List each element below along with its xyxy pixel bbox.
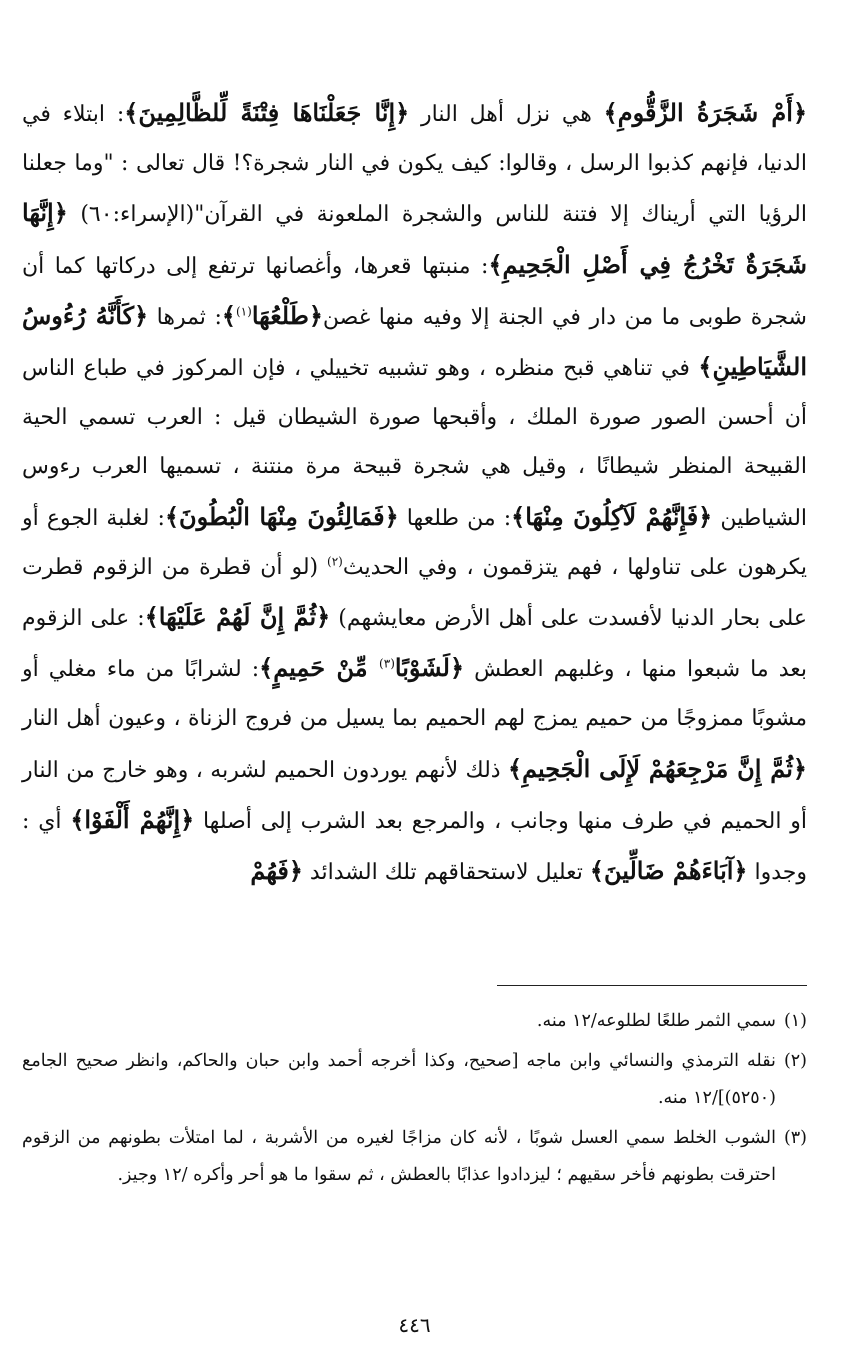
- commentary-text: هي نزل أهل النار: [409, 102, 604, 127]
- footnote-text: سمي الثمر طلعًا لطلوعه/١٢ منه.: [536, 1011, 776, 1031]
- footnote-number: (١): [783, 1011, 807, 1031]
- quran-verse: ﴿كَأَنَّهُ رُءُوسُ الشَّيَاطِينِ﴾: [22, 300, 807, 382]
- main-text: [22, 88, 807, 897]
- commentary-text: : ابتلاء في الدنيا، فإنهم كذبوا الرسل ، وقالوا: كيف يكون في النار شجرة؟! قال تعالى : "وما جعلنا الرؤيا التي أريناك إلا فتنة للناس والشجرة الملعونة في القرآن"(الإسراء:٦٠): [22, 102, 807, 228]
- quran-verse: ﴿إِنَّا جَعَلْنَاهَا فِتْنَةً لِّلظَّالِمِينَ﴾: [124, 98, 410, 127]
- footnote: [22, 1120, 807, 1194]
- quran-verse: ﴿أَمْ شَجَرَةُ الزَّقُّومِ﴾: [603, 98, 808, 127]
- commentary-text: في تناهي قبح منظره ، وهو تشبيه تخييلي ، فإن المركوز في طباع الناس أن أحسن الصور صورة الملك ، وأقبحها صورة الشيطان قيل : العرب تسمي الحية القبيحة المنظر شيطانًا ، وقيل هي شجرة قبيحة مرة منتنة ، تسميها العرب رءوس الشياطين: [22, 356, 808, 531]
- footnote-reference: (٣): [379, 656, 395, 671]
- footnote: [22, 1003, 807, 1040]
- quran-verse: ﴿ثُمَّ إِنَّ مَرْجِعَهُمْ لَإِلَى الْجَحِيمِ﴾: [508, 753, 807, 783]
- page-number: ٤٤٦: [398, 1313, 431, 1337]
- footnote-number: (٣): [783, 1128, 807, 1148]
- quran-verse: ﴿آبَاءَهُمْ ضَالِّينَ﴾: [589, 856, 748, 886]
- quran-verse: ﴿إِنَّهُمْ أَلْفَوْا﴾: [70, 804, 195, 834]
- footnote-text: نقله الترمذي والنسائي وابن ماجه [صحيح، وكذا أخرجه أحمد وابن حبان والحاكم، وانظر صحيح الجامع (٥٢٥٠)]/١٢ منه.: [22, 1051, 776, 1108]
- footnote: [22, 1043, 807, 1117]
- quran-verse: ﴿فَهُمْ: [250, 856, 303, 886]
- quran-verse: ﴾: [221, 300, 236, 330]
- footnote-text: الشوب الخلط سمي العسل شوبًا ، لأنه كان مزاجًا لغيره من الأشربة ، لما امتلأت بطونهم من الزقوم احترقت بطونهم فأخر سقيهم ؛ ليزدادوا عذابًا بالعطش ، ثم سقوا ما هو أحر وأكره /١٢ وجيز.: [22, 1128, 776, 1185]
- commentary-text: (لو أن قطرة من الزقوم قطرت على بحار الدنيا لأفسدت على أهل الأرض معايشهم): [22, 554, 808, 632]
- quran-verse: ﴿ثُمَّ إِنَّ لَهُمْ عَلَيْهَا﴾: [144, 602, 331, 632]
- commentary-text: : على الزقوم بعد ما شبعوا منها ، وغلبهم العطش: [22, 606, 807, 683]
- commentary-text: ذلك لأنهم يوردون الحميم لشربه ، وهو خارج من النار أو الحميم في طرف منها وجانب ، والمرجع بعد الشرب إلى أصلها: [22, 757, 807, 834]
- footnote-reference: (٢): [327, 554, 343, 569]
- commentary-text: : منبتها قعرها، وأغصانها ترتفع إلى دركاتها كما أن شجرة طوبى ما من دار في الجنة إلا وفيه منها غصن: [22, 253, 807, 330]
- footnote-divider: [497, 985, 807, 986]
- commentary-text: تعليل لاستحقاقهم تلك الشدائد: [302, 860, 590, 886]
- quran-verse: ﴿طَلْعُهَا: [251, 300, 323, 330]
- footnote-reference: (١): [235, 304, 252, 319]
- commentary-text: : لشرابًا من ماء مغلي أو مشوبًا ممزوجًا من حميم يمزج لهم الحميم بما يسيل من فروج الزناة ، وعيون أهل النار: [22, 657, 807, 732]
- footnote-number: (٢): [783, 1051, 807, 1071]
- quran-verse: ﴿لَشَوْبًا: [394, 653, 465, 683]
- commentary-text: أي : وجدوا: [22, 808, 807, 886]
- quran-verse: ﴿إِنَّهَا شَجَرَةٌ تَخْرُجُ فِي أَصْلِ الْجَحِيمِ﴾: [22, 198, 808, 279]
- quran-verse: مِّنْ حَمِيمٍ﴾: [259, 653, 380, 683]
- footnotes: [22, 1003, 807, 1197]
- book-page: [22, 88, 807, 1360]
- quran-verse: ﴿فَمَالِئُونَ مِنْهَا الْبُطُونَ﴾: [164, 501, 399, 531]
- commentary-text: : ثمرها: [148, 304, 222, 330]
- commentary-text: : من طلعها: [398, 505, 512, 531]
- commentary-text: : لغلبة الجوع أو يكرهون على تناولها ، فهم يتزقمون ، وفي الحديث: [22, 505, 807, 580]
- quran-verse: ﴿فَإِنَّهُمْ لَآكِلُونَ مِنْهَا﴾: [511, 501, 713, 531]
